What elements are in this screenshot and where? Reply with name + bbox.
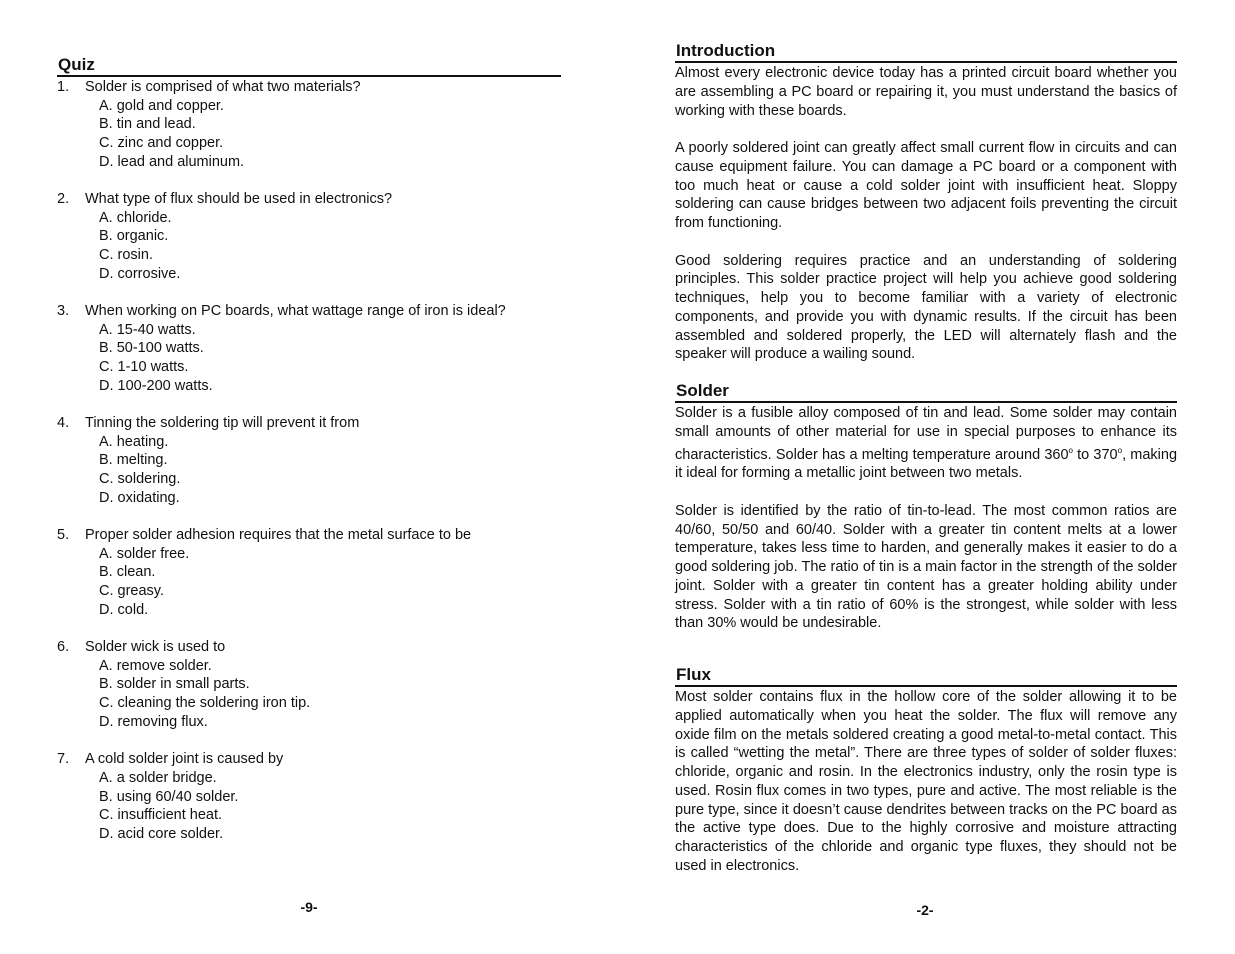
question-number: 4. (57, 415, 70, 432)
question-number: 1. (57, 79, 70, 95)
question-text: When working on PC boards, what wattage range of iron is ideal? (85, 303, 506, 320)
answer-option: A. 15-40 watts. (99, 321, 196, 338)
answer-options (57, 433, 561, 508)
answer-options (57, 209, 561, 284)
question-text: Solder is comprised of what two materials? (85, 79, 361, 95)
answer-option: D. 100-200 watts. (99, 377, 213, 394)
solder-section (675, 381, 1177, 633)
introduction-section (675, 41, 1177, 364)
quiz-question (57, 78, 561, 172)
answer-option: B. solder in small parts. (99, 676, 250, 693)
answer-options (57, 657, 561, 732)
answer-option: D. oxidating. (99, 489, 180, 506)
answer-option: A. solder free. (99, 545, 190, 562)
quiz-question (57, 414, 561, 508)
question-text: Proper solder adhesion requires that the metal surface to be (85, 527, 472, 544)
question-number: 6. (57, 639, 70, 656)
answer-option: B. organic. (99, 228, 169, 245)
answer-option: C. zinc and copper. (99, 135, 224, 152)
question-text: What type of flux should be used in electronics? (85, 191, 393, 208)
text-run: to 370 (1072, 446, 1118, 463)
question-text: Tinning the soldering tip will prevent it from (85, 415, 360, 432)
answer-option: C. greasy. (99, 583, 165, 600)
question-number: 2. (57, 191, 70, 208)
question-number: 3. (57, 303, 70, 320)
body-paragraph: Most solder contains flux in the hollow core of the solder allowing it to be applied automatically when you heat the solder. The flux will remove any oxide film on the metals soldered creating a good metal-to-metal contact. This is called “wetting the metal”. There are three types of solder of solder fluxes: chloride, organic and rosin. In the electronics industry, only the rosin type is used. Rosin flux comes in two types, pure and active. The most reliable is the pure type, since it doesn’t cause dendrites between tracks on the PC board as the active type does. Due to the highly corrosive and moisture attracting characteristics of the chloride and organic type fluxes, they should not be used in electronics. (675, 689, 1177, 874)
quiz-questions (57, 78, 561, 844)
flux-section (675, 665, 1177, 876)
section-title: Flux (675, 665, 1177, 687)
answer-option: A. gold and copper. (99, 97, 224, 114)
answer-option: B. tin and lead. (99, 116, 196, 133)
right-page (617, 0, 1235, 954)
answer-options (57, 769, 561, 844)
quiz-question (57, 638, 561, 732)
answer-option: B. using 60/40 solder. (99, 788, 239, 805)
answer-option: C. soldering. (99, 471, 181, 488)
text-run: , making it ideal for forming a metallic joint between two metals. (675, 446, 1178, 482)
question-text: Solder wick is used to (85, 639, 226, 656)
degree-mark: o (1117, 445, 1123, 455)
answer-option: D. lead and aluminum. (99, 153, 245, 170)
answer-options (57, 97, 561, 172)
question-number: 5. (57, 527, 70, 544)
answer-option: C. 1-10 watts. (99, 359, 189, 376)
section-title: Introduction (675, 41, 1177, 63)
degree-mark: o (1068, 445, 1073, 455)
answer-option: C. rosin. (99, 247, 153, 264)
body-paragraph: Almost every electronic device today has a printed circuit board whether you are assembling a PC board or repairing it, you must understand the basics of working with these boards. (675, 65, 1177, 119)
answer-option: D. corrosive. (99, 265, 181, 282)
body-paragraph: A poorly soldered joint can greatly affect small current flow in circuits and can cause equipment failure. You can damage a PC board or a component with too much heat or cause a cold solder joint with insufficient heat. Sloppy soldering can cause bridges between two adjacent foils preventing the circuit from functioning. (675, 140, 1177, 231)
quiz-question (57, 190, 561, 284)
text-run: Solder is a fusible alloy composed of tin and lead. Some solder may contain small amounts of other material for use in special purposes to enhance its characteristics. Solder has a melting temperature around 360 (675, 405, 1177, 463)
question-number: 7. (57, 751, 70, 768)
answer-option: A. heating. (99, 433, 169, 450)
body-paragraph (675, 404, 1177, 483)
quiz-title: Quiz (57, 55, 561, 77)
question-text: A cold solder joint is caused by (85, 751, 284, 768)
quiz-question (57, 750, 561, 844)
answer-option: D. removing flux. (99, 713, 208, 730)
answer-option: C. cleaning the soldering iron tip. (99, 695, 311, 712)
answer-option: B. 50-100 watts. (99, 340, 204, 357)
answer-option: A. a solder bridge. (99, 769, 217, 786)
body-paragraph: Solder is identified by the ratio of tin-to-lead. The most common ratios are 40/60, 50/50 and 60/40. Solder with a greater tin content melts at a lower temperature, takes less time to harden, and generally makes it easier to do a good soldering job. The ratio of tin is a main factor in the strength of the solder joint. Solder with a greater tin content has a greater holding ability under stress. Solder with a tin ratio of 60% is the strongest, while solder with less than 30% would be undesirable. (675, 502, 1177, 632)
page-number: -2- (916, 902, 934, 918)
answer-option: B. melting. (99, 452, 168, 469)
answer-options (57, 321, 561, 396)
left-page (0, 0, 617, 954)
answer-option: D. acid core solder. (99, 825, 224, 842)
quiz-question (57, 302, 561, 396)
answer-option: B. clean. (99, 564, 156, 581)
quiz-question (57, 526, 561, 620)
quiz-section (57, 55, 561, 862)
answer-option: A. chloride. (99, 209, 172, 226)
answer-option: D. cold. (99, 601, 149, 618)
answer-option: A. remove solder. (99, 657, 212, 674)
answer-option: C. insufficient heat. (99, 807, 223, 824)
page-number: -9- (300, 899, 318, 915)
section-title: Solder (675, 381, 1177, 403)
body-paragraph: Good soldering requires practice and an understanding of soldering principles. This solder practice project will help you achieve good soldering techniques, help you to become familiar with a variety of electronic components, and provide you with dynamic results. If the circuit has been assembled and soldered properly, the LED will alternately flash and the speaker will produce a wailing sound. (675, 252, 1177, 363)
answer-options (57, 545, 561, 620)
